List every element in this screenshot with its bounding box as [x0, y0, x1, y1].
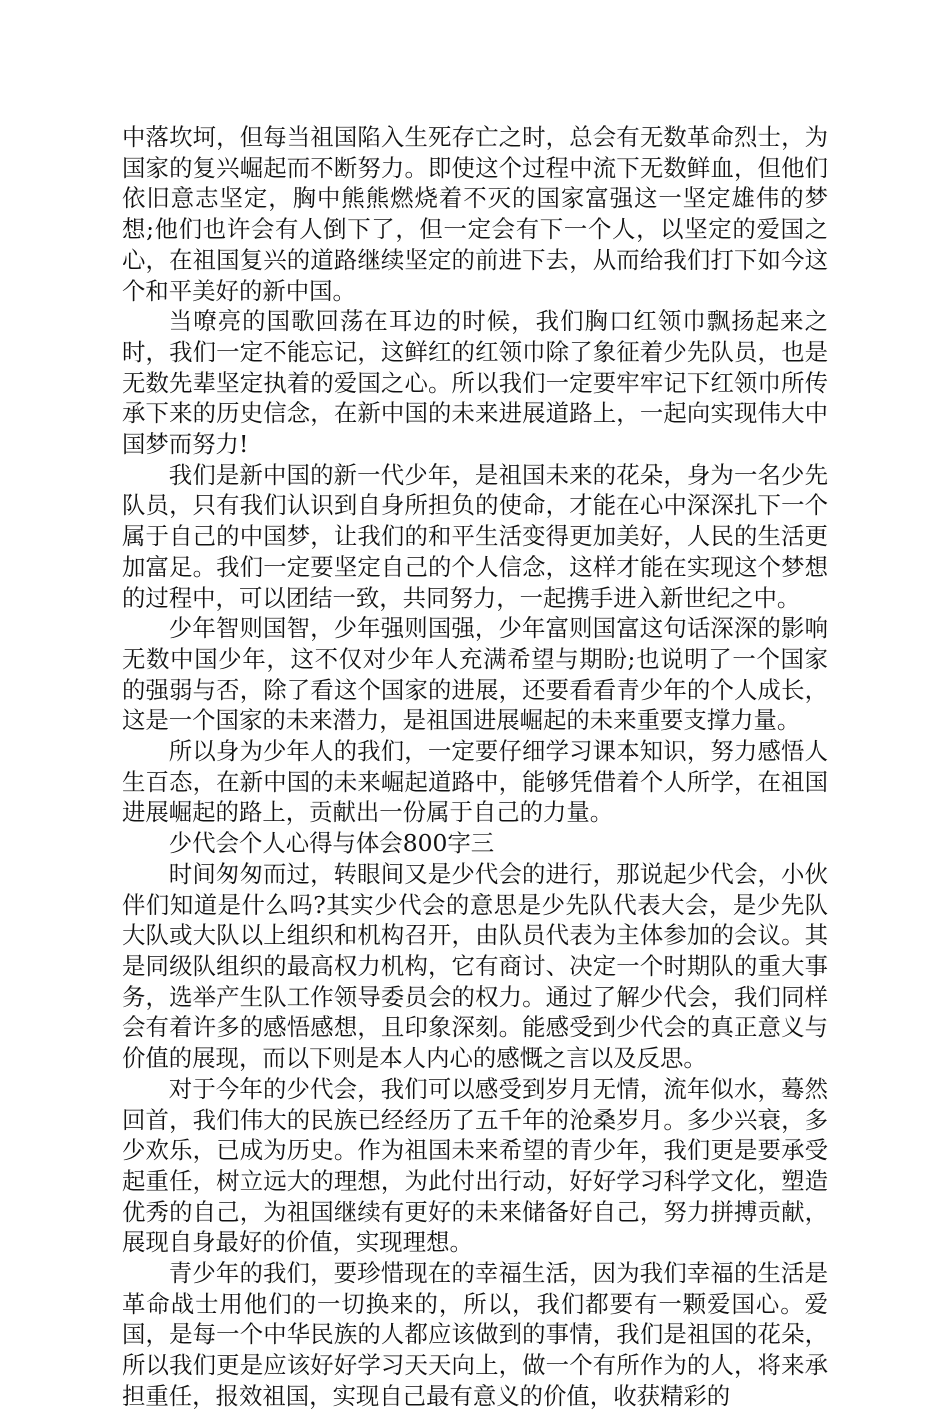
- paragraph: 少年智则国智，少年强则国强，少年富则国富这句话深深的影响无数中国少年，这不仅对少年人充满希望与期盼;也说明了一个国家的强弱与否，除了看这个国家的进展，还要看看青少年的个人成长，这是一个国家的未来潜力，是祖国进展崛起的未来重要支撑力量。: [122, 614, 828, 735]
- paragraph: 青少年的我们，要珍惜现在的幸福生活，因为我们幸福的生活是革命战士用他们的一切换来的，所以，我们都要有一颗爱国心。爱国，是每一个中华民族的人都应该做到的事情，我们是祖国的花朵，所以我们更是应该好好学习天天向上，做一个有所作为的人，将来承担重任，报效祖国，实现自己最有意义的价值，收获精彩的: [122, 1259, 828, 1410]
- paragraph: 时间匆匆而过，转眼间又是少代会的进行，那说起少代会，小伙伴们知道是什么吗?其实少代会的意思是少先队代表大会，是少先队大队或大队以上组织和机构召开，由队员代表为主体参加的会议。其是同级队组织的最高权力机构，它有商讨、决定一个时期队的重大事务，选举产生队工作领导委员会的权力。通过了解少代会，我们同样会有着许多的感悟感想，且印象深刻。能感受到少代会的真正意义与价值的展现，而以下则是本人内心的感慨之言以及反思。: [122, 859, 828, 1073]
- paragraph: 当嘹亮的国歌回荡在耳边的时候，我们胸口红领巾飘扬起来之时，我们一定不能忘记，这鲜红的红领巾除了象征着少先队员，也是无数先辈坚定执着的爱国之心。所以我们一定要牢牢记下红领巾所传承下来的历史信念，在新中国的未来进展道路上，一起向实现伟大中国梦而努力!: [122, 307, 828, 459]
- document-body: [122, 122, 828, 1412]
- paragraph: 对于今年的少代会，我们可以感受到岁月无情，流年似水，蓦然回首，我们伟大的民族已经经历了五千年的沧桑岁月。多少兴衰，多少欢乐，已成为历史。作为祖国未来希望的青少年，我们更是要承受起重任，树立远大的理想，为此付出行动，好好学习科学文化，塑造优秀的自己，为祖国继续有更好的未来储备好自己，努力拼搏贡献，展现自身最好的价值，实现理想。: [122, 1074, 828, 1257]
- paragraph: 中落坎坷，但每当祖国陷入生死存亡之时，总会有无数革命烈士，为国家的复兴崛起而不断努力。即使这个过程中流下无数鲜血，但他们依旧意志坚定，胸中熊熊燃烧着不灭的国家富强这一坚定雄伟的梦想;他们也许会有人倒下了，但一定会有下一个人，以坚定的爱国之心，在祖国复兴的道路继续坚定的前进下去，从而给我们打下如今这个和平美好的新中国。: [122, 123, 828, 305]
- paragraph: 我们是新中国的新一代少年，是祖国未来的花朵，身为一名少先队员，只有我们认识到自身所担负的使命，才能在心中深深扎下一个属于自己的中国梦，让我们的和平生活变得更加美好，人民的生活更加富足。我们一定要坚定自己的个人信念，这样才能在实现这个梦想的过程中，可以团结一致，共同努力，一起携手进入新世纪之中。: [122, 460, 828, 612]
- section-heading: 少代会个人心得与体会800字三: [168, 829, 495, 858]
- paragraph: 所以身为少年人的我们，一定要仔细学习课本知识，努力感悟人生百态，在新中国的未来崛起道路中，能够凭借着个人所学，在祖国进展崛起的路上，贡献出一份属于自己的力量。: [122, 737, 828, 827]
